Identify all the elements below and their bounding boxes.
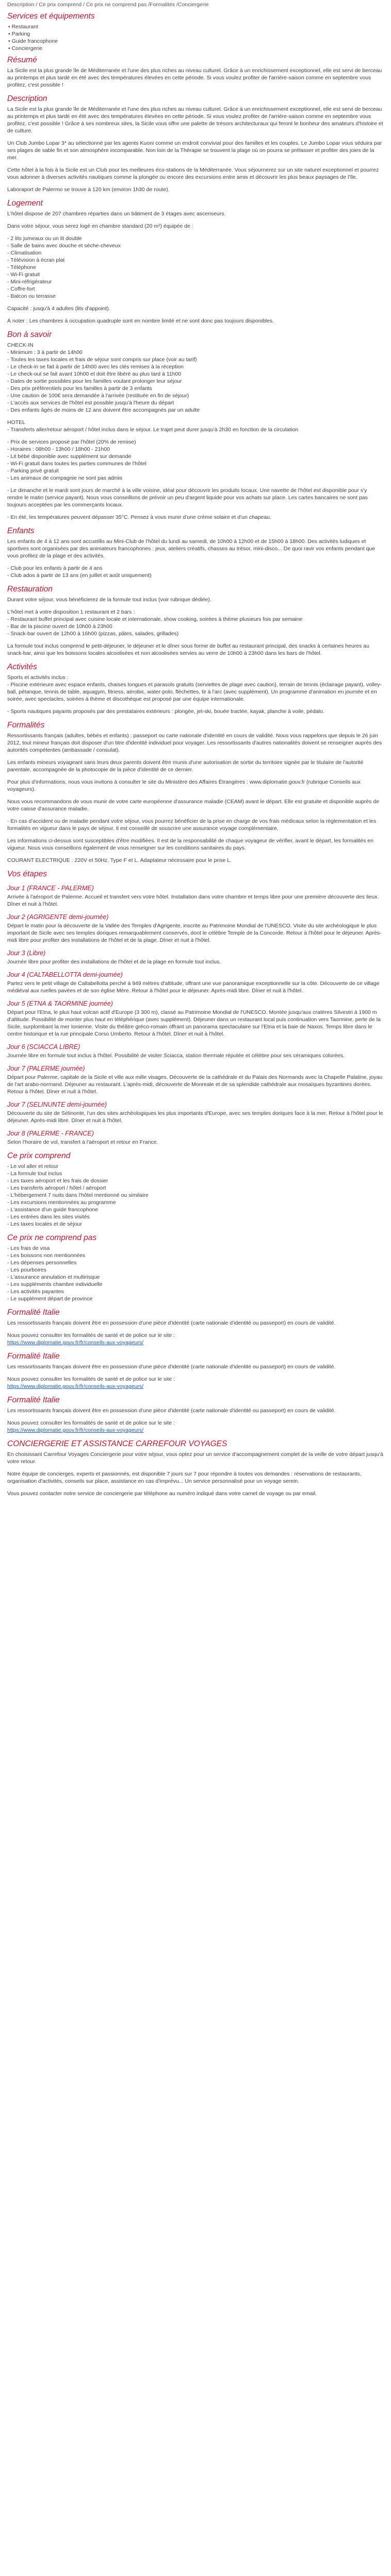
- resume-title: Résumé: [7, 56, 37, 64]
- restauration-title: Restauration: [7, 585, 53, 594]
- hotel-text: - Transferts aller/retour aéroport / hôtel inclus dans le séjour. Le trajet peut durer jusqu'à 2h30 en fonction de la circulation: [7, 427, 299, 433]
- ce-prix-comprend-list: [7, 1163, 384, 1228]
- services-item: • Parking: [7, 30, 384, 38]
- description-paragraph: Cette hôtel à la fois à la Sicile est un Club pour les meilleures éco-stations de la Méditerranée. Vous séjournerez sur un site naturel exceptionnel et pourrez vous adonner à diverses activités nautiques comme la plongée ou encore des excursions entre amis et découvrir les plus beaux paysages de l'île.: [7, 167, 379, 180]
- etape-day: [7, 884, 384, 908]
- comprend-item: - Les transferts aéroport / hôtel / aéroport: [7, 1185, 106, 1191]
- formalites-text: - En cas d'accident ou de maladie pendant votre séjour, vous pourrez bénéficier de la prise en charge de vos frais médicaux selon la réglementation et les formalités en vigueur dans le pays de séjour. Il est conseillé de souscrire une assurance voyage complémentaire.: [7, 818, 377, 832]
- logement-item: - 2 lits jumeaux ou un lit double: [7, 235, 82, 242]
- formalite-block: [7, 1395, 384, 1434]
- hotel-item: - Parking privé gratuit: [7, 468, 59, 474]
- enfants-text: Les enfants de 4 à 12 ans sont accueillis au Mini-Club de l'hôtel du lundi au samedi, de 10h00 à 12h00 et de 15h00 à 18h00. Des activités ludiques et sportives sont organisées par des animateurs francophones : jeux, ateliers créatifs, chasses au trésor, mini-disco... De quoi ravir vos enfants pendant que vous profitez de la plage et des activités.: [7, 538, 376, 559]
- ne-comprend-item: - Le supplément départ de province: [7, 1296, 93, 1302]
- checkin-label: CHECK-IN: [7, 342, 34, 348]
- formalites-title: Formalités: [7, 721, 45, 730]
- ce-prix-ne-comprend-pas-title: Ce prix ne comprend pas: [7, 1233, 97, 1242]
- bon-a-savoir-item: - Dates de sortie possibles pour les familles voulant prolonger leur séjour: [7, 378, 182, 384]
- hotel-item: - Horaires : 08h00 - 13h00 / 18h00 - 21h00: [7, 446, 110, 452]
- logement-equipment-list: [7, 235, 384, 300]
- comprend-item: - Les taxes aéroport et les frais de dossier: [7, 1178, 108, 1184]
- services-item: • Restaurant: [7, 23, 384, 30]
- conciergerie-text: En choisissant Carrefour Voyages Conciergerie pour votre séjour, vous optez pour un service d'accompagnement complet de la veille de votre départ jusqu'à votre retour.: [7, 1451, 383, 1465]
- comprend-item: - Les taxes locales et de séjour: [7, 1221, 82, 1227]
- comprend-item: - Les excursions mentionnées au programme: [7, 1199, 116, 1206]
- description-paragraph: La Sicile est la plus grande île de Méditerranée et l'une des plus riches au niveau culturel. Grâce à un enrichissement exceptionnel, elle est servi de berceau au printemps et plus tardé en été avec des températures élevées en cette période. Si vous voulez profiter de l'arrière-saison comme en septembre vous profitez, c'est possible ! Grâce à ses nombreux sites, la Sicile vous offre une palette de trésors architecturaux qui feront le bonheur des amateurs d'histoire et de culture.: [7, 106, 383, 134]
- logement-note: À noter : Les chambres à occupation quadruple sont en nombre limité et ne sont donc pas toujours disponibles.: [7, 318, 274, 324]
- restauration-item: - Snack-bar ouvert de 12h00 à 16h00 (pizzas, pâtes, salades, grillades): [7, 631, 179, 637]
- restauration-text: La formule tout inclus comprend le petit-déjeuner, le déjeuner et le dîner sous forme de buffet au restaurant principal, des snacks à certaines heures au snack-bar, ainsi que les boissons locales alcoolisées et non alcoolisées servies au verre de 10h00 à 23h00 dans les bars de l'hôtel.: [7, 643, 369, 656]
- formalite-italie-text2: Nous pouvez consulter les formalités de santé et de police sur le site :: [7, 1420, 175, 1426]
- services-list: [7, 23, 384, 52]
- ne-comprend-item: - L'assurance annulation et multirisque: [7, 1274, 100, 1280]
- etape-day-label: Jour 8 (PALERME - FRANCE): [7, 1130, 94, 1137]
- ce-prix-comprend-title: Ce prix comprend: [7, 1151, 71, 1160]
- bon-a-savoir-item: - Le check-in se fait à partir de 14h00 avec les clés remises à la réception: [7, 364, 184, 370]
- etape-day-text: Arrivée à l'aéroport de Palerme. Accueil et transfert vers votre hôtel. Installation dans votre chambre et temps libre pour une première découverte des lieux. Dîner et nuit à l'hôtel.: [7, 894, 379, 907]
- logement-title: Logement: [7, 199, 43, 208]
- etape-day-label: Jour 3 (Libre): [7, 950, 46, 957]
- formalites-text: Les enfants mineurs voyageant sans leurs deux parents doivent être munis d'une autorisation de sortie du territoire signée par le titulaire de l'autorité parentale, accompagnée de la photocopie de la pièce d'identité de ce dernier.: [7, 759, 364, 773]
- formalite-italie-link[interactable]: https://www.diplomatie.gouv.fr/fr/conseils-aux-voyageurs/: [7, 1427, 144, 1433]
- etape-day-text: Départ le matin pour la découverte de la Vallée des Temples d'Agrigente, inscrite au Patrimoine Mondial de l'UNESCO. Visite du site archéologique le plus important de Sicile avec ses temples doriques remarquablement conservés, dont le célèbre Temple de la Concorde. Retour à l'hôtel pour le déjeuner. Après-midi libre pour profiter des installations de l'hôtel et de la plage. Dîner et nuit à l'hôtel.: [7, 923, 382, 943]
- formalites-text: Pour plus d'informations, nous vous invitons à consulter le site du Ministère des Affaires Étrangères : www.diplomatie.gouv.fr (rubrique Conseils aux voyageurs).: [7, 779, 361, 792]
- activites-intro: Sports et activités inclus :: [7, 674, 69, 681]
- ne-comprend-item: - Les suppléments chambre individuelle: [7, 1281, 103, 1287]
- comprend-item: - L'hébergement 7 nuits dans l'hôtel mentionné ou similaire: [7, 1192, 149, 1198]
- restauration-list: [7, 616, 384, 637]
- formalites-text: Ressortissants français (adultes, bébés et enfants) : passeport ou carte nationale d'identité en cours de validité. Nous vous rappelons que depuis le 26 juin 2012, tout mineur français doit disposer d'un titre d'identité individuel pour voyager. Les ressortissants d'autres nationalités doivent se renseigner auprès des autorités compétentes (ambassade / consulat).: [7, 733, 382, 753]
- etape-day: [7, 913, 384, 944]
- restauration-item: - Bar de la piscine ouvert de 10h00 à 23h00: [7, 623, 112, 630]
- enfants-list: [7, 565, 384, 579]
- description-paragraph: Laboraport de Palermo se trouve à 120 km (environ 1h30 de route).: [7, 187, 170, 193]
- restauration-item: - Restaurant buffet principal avec cuisine locale et internationale, show cooking, soirées à thème plusieurs fois par semaine: [7, 616, 303, 622]
- description-title: Description: [7, 94, 47, 103]
- bon-a-savoir-item: - Une caution de 100€ sera demandée à l'arrivée (restituée en fin de séjour): [7, 393, 189, 399]
- services-title: Services et équipements: [7, 12, 95, 21]
- bon-a-savoir-item: - L'accès aux services de l'hôtel est possible jusqu'à l'heure du départ: [7, 400, 174, 406]
- hotel-item: - Wi-Fi gratuit dans toutes les parties communes de l'hôtel: [7, 461, 146, 467]
- activites-text2: - Sports nautiques payants proposés par des prestataires extérieurs : plongée, jet-ski, bouée tractée, kayak, planche à voile, pédalo.: [7, 708, 324, 715]
- ne-comprend-item: - Les activités payantes: [7, 1289, 64, 1295]
- etape-day-label: Jour 4 (CALTABELLOTTA demi-journée): [7, 971, 123, 978]
- etape-day: [7, 1064, 384, 1095]
- formalite-italie-text2: Nous pouvez consulter les formalités de santé et de police sur le site :: [7, 1376, 175, 1382]
- ne-comprend-item: - Les dépenses personnelles: [7, 1260, 77, 1266]
- formalite-italie-title: Formalité Italie: [7, 1308, 60, 1317]
- logement-item: - Wi-Fi gratuit: [7, 272, 40, 278]
- logement-intro2: Dans votre séjour, vous serez logé en chambre standard (20 m²) équipée de :: [7, 223, 193, 229]
- etape-day-label: Jour 2 (AGRIGENTE demi-journée): [7, 913, 109, 921]
- logement-item: - Télévision à écran plat: [7, 257, 65, 263]
- ne-comprend-item: - Les frais de visa: [7, 1245, 50, 1251]
- activites-title: Activités: [7, 663, 37, 671]
- enfants-item: - Club pour les enfants à partir de 4 ans: [7, 565, 103, 571]
- formalite-italie-text: Les ressortissants français doivent être en possession d'une pièce d'identité (carte nationale d'identité ou passeport) en cours de validité.: [7, 1320, 336, 1326]
- etape-day-label: Jour 5 (ETNA & TAORMINE journée): [7, 1000, 113, 1007]
- courant-electrique: COURANT ELECTRIQUE : 220V et 50Hz. Type F et L. Adaptateur nécessaire pour le prise L.: [7, 857, 232, 863]
- hotel-text3: - En été, les températures peuvent dépasser 35°C. Pensez à vous munir d'une crème solaire et d'un chapeau.: [7, 514, 271, 520]
- logement-item: - Salle de bains avec douche et sèche-cheveux: [7, 243, 121, 249]
- formalite-italie-text: Les ressortissants français doivent être en possession d'une pièce d'identité (carte nationale d'identité ou passeport) en cours de validité.: [7, 1364, 336, 1370]
- etape-day-text: Selon l'horaire de vol, transfert à l'aéroport et retour en France.: [7, 1139, 158, 1145]
- bon-a-savoir-item: - Toutes les taxes locales et frais de séjour sont compris sur place (voir au tarif): [7, 357, 197, 363]
- etape-day-text: Journée libre pour profiter des installations de l'hôtel et de la plage en formule tout inclus.: [7, 959, 221, 965]
- formalite-italie-text2: Nous pouvez consulter les formalités de santé et de police sur le site :: [7, 1332, 175, 1338]
- vos-etapes-title: Vos étapes: [7, 870, 47, 878]
- enfants-title: Enfants: [7, 527, 35, 535]
- etape-day-label: Jour 7 (SELINUNTE demi-journée): [7, 1101, 107, 1108]
- formalite-italie-title: Formalité Italie: [7, 1396, 60, 1404]
- hotel-list: [7, 438, 384, 482]
- hotel-item: - Les animaux de compagnie ne sont pas admis: [7, 475, 122, 481]
- formalite-italie-link[interactable]: https://www.diplomatie.gouv.fr/fr/conseils-aux-voyageurs/: [7, 1340, 144, 1346]
- services-item: • Guide francophone: [7, 38, 384, 45]
- etape-day: [7, 999, 384, 1038]
- etape-day: [7, 1043, 384, 1059]
- etape-day: [7, 971, 384, 994]
- top-nav-line: Description / Ce prix comprend / Ce prix ne comprend pas /Formalités /Conciergerie: [7, 2, 209, 8]
- etape-day: [7, 949, 384, 965]
- bon-a-savoir-item: - Minimum : 3 à partir de 14h00: [7, 349, 83, 355]
- restauration-sub: L'hôtel met à votre disposition 1 restaurant et 2 bars :: [7, 609, 135, 615]
- formalite-italie-title: Formalité Italie: [7, 1352, 60, 1361]
- ne-comprend-item: - Les boissons non mentionnées: [7, 1252, 86, 1259]
- conciergerie-title: CONCIERGERIE ET ASSISTANCE CARREFOUR VOYAGES: [7, 1439, 227, 1448]
- comprend-item: - Les entrées dans les sites visités: [7, 1214, 90, 1220]
- logement-capacity: Capacité : jusqu'à 4 adultes (lits d'appoint).: [7, 306, 110, 312]
- etape-day-text: Découverte du site de Sélinonte, l'un des sites archéologiques les plus importants d'Europe, avec ses temples doriques face à la mer. Retour à l'hôtel pour le déjeuner. Après-midi libre. Dîner et nuit à l'hôtel.: [7, 1110, 383, 1124]
- etape-day: [7, 1100, 384, 1124]
- logement-intro: L'hôtel dispose de 207 chambres réparties dans un bâtiment de 3 étages avec ascenseurs.: [7, 211, 226, 217]
- etape-day-text: Partez vers le petit village de Caltabellotta perché à 949 mètres d'altitude, offrant une vue panoramique exceptionnelle sur la côte. Découverte de ce village médiéval aux ruelles pavées et de son église Mère. Retour à l'hôtel pour le déjeuner. Après-midi libre. Dîner et nuit à l'hôtel.: [7, 980, 380, 994]
- formalites-text: Les informations ci-dessus sont susceptibles d'être modifiées. Il est de la responsabilité de chaque voyageur de vérifier, avant le départ, les formalités en vigueur. Nous vous conseillons également de vous renseigner sur les conditions sanitaires du pays.: [7, 838, 373, 851]
- conciergerie-text: Notre équipe de concierges, experts et passionnés, est disponible 7 jours sur 7 pour répondre à toutes vos demandes : réservations de restaurants, organisation d'activités, conseils sur place, assistance en cas d'imprévu... Un service personnalisé pour un voyage serein.: [7, 1471, 362, 1484]
- activites-text: - Piscine extérieure avec espace enfants, chaises longues et parasols gratuits (serviettes de plage avec caution), terrain de tennis (éclairage payant), volley-ball, pétanque, tennis de table, aquagym, fitness, aérobic, water-polo, fléchettes, tir à l'arc (avec supplément). Un programme d'animation en journée et en soirée, avec spectacles, soirées à thème et discothèque est proposé par une équipe internationale.: [7, 682, 382, 702]
- etape-day-text: Journée libre en formule tout inclus à l'hôtel. Possibilité de visiter Sciacca, station thermale réputée et célèbre pour ses céramiques colorées.: [7, 1053, 345, 1059]
- comprend-item: - Le vol aller et retour: [7, 1163, 59, 1170]
- logement-item: - Climatisation: [7, 250, 42, 256]
- etape-day-label: Jour 7 (PALERME journée): [7, 1065, 85, 1072]
- etape-day-label: Jour 6 (SCIACCA LIBRE): [7, 1043, 80, 1050]
- logement-item: - Balcon ou terrasse: [7, 293, 56, 299]
- hotel-text2: - Le dimanche et le mardi sont jours de marché à la ville voisine, idéal pour découvrir les produits locaux. Une navette de l'hôtel est disponible pour s'y rendre le matin (service payant). Nous vous conseillons de prévoir un peu d'argent liquide pour vos achats sur place. Les cartes bancaires ne sont pas toujours acceptées par les commerçants locaux.: [7, 487, 368, 508]
- logement-item: - Coffre-fort: [7, 286, 35, 292]
- bon-a-savoir-list: [7, 349, 384, 414]
- formalite-italie-text: Les ressortissants français doivent être en possession d'une pièce d'identité (carte nationale d'identité ou passeport) en cours de validité.: [7, 1408, 336, 1414]
- resume-text: La Sicile est la plus grande île de Méditerranée et l'une des plus riches au niveau culturel. Grâce à un enrichissement exceptionnel, elle est servi de berceau au printemps et plus tardé en été avec des températures élevées en cette période. Si vous voulez profiter de l'arrière-saison comme en septembre vous profitez, c'est possible !: [7, 67, 382, 88]
- formalites-text: Nous vous recommandons de vous munir de votre carte européenne d'assurance maladie (CEAM) avant le départ. Elle est gratuite et disponible auprès de votre caisse d'assurance maladie.: [7, 799, 380, 812]
- etape-day-text: Départ pour l'Etna, le plus haut volcan actif d'Europe (3 300 m), classé au Patrimoine Mondial de l'UNESCO. Montée jusqu'aux cratères Silvestri à 1900 m d'altitude. Possibilité de monter plus haut en téléphérique (avec supplément). Déjeuner dans un restaurant local puis continuation vers Taormine, perle de la Sicile, surplombant la mer Ionienne. Visite du théâtre gréco-romain offrant un panorama spectaculaire sur l'Etna et la baie de Naxos. Temps libre dans le centre historique et la rue principale Corso Umberto. Retour à l'hôtel. Dîner et nuit à l'hôtel.: [7, 1009, 381, 1037]
- conciergerie-text: Vous pouvez contacter notre service de conciergerie par téléphone au numéro indiqué dans votre carnet de voyage ou par email.: [7, 1490, 317, 1497]
- hotel-item: - Prix de services proposé par l'hôtel (20% de remise): [7, 439, 136, 445]
- comprend-item: - L'assistance d'un guide francophone: [7, 1207, 99, 1213]
- logement-item: - Mini-réfrigérateur: [7, 279, 52, 285]
- hotel-label: HOTEL: [7, 419, 26, 426]
- services-item: • Conciergerie: [7, 45, 384, 52]
- restauration-intro: Durant votre séjour, vous bénéficierez de la formule tout inclus (voir rubrique dédiée).: [7, 597, 211, 603]
- description-paragraph: Un Club Jumbo Lopar 3* au sélectionné par les agents Kuoni comme un endroit convivial pour des familles et les couples. Le Jumbo Lopar vous séduira par ses plages de sable fin et son atmosphère incomparable. Non loin de la Thérapie se trouvent la plage où on pourra se prélasser et profiter des joies de la mer.: [7, 140, 382, 161]
- bon-a-savoir-title: Bon à savoir: [7, 330, 52, 339]
- etape-day-text: Départ pour Palerme, capitale de la Sicile et ville aux mille visages. Découverte de la cathédrale et du Palais des Normands avec la Chapelle Palatine, joyau de l'art arabo-normand. Déjeuner au restaurant. L'après-midi, découverte de Monreale et de sa splendide cathédrale aux mosaïques byzantines dorées. Retour à l'hôtel. Dîner et nuit à l'hôtel.: [7, 1074, 383, 1095]
- enfants-item: - Club ados à partir de 13 ans (en juillet et août uniquement): [7, 572, 152, 579]
- bon-a-savoir-item: - Des prix préférentiels pour les familles à partir de 3 enfants: [7, 385, 152, 392]
- bon-a-savoir-item: - Le check-out se fait avant 10h00 et doit être libéré au plus tard à 11h00: [7, 371, 182, 377]
- comprend-item: - La formule tout inclus: [7, 1171, 62, 1177]
- logement-item: - Téléphone: [7, 264, 36, 270]
- ne-comprend-item: - Les pourboires: [7, 1267, 46, 1273]
- hotel-item: - Lit bébé disponible avec supplément sur demande: [7, 453, 132, 460]
- formalite-block: [7, 1308, 384, 1346]
- etape-day-label: Jour 1 (FRANCE - PALERME): [7, 885, 94, 892]
- etape-day: [7, 1129, 384, 1146]
- formalite-block: [7, 1351, 384, 1390]
- formalite-italie-link[interactable]: https://www.diplomatie.gouv.fr/fr/conseils-aux-voyageurs/: [7, 1383, 144, 1389]
- ce-prix-ne-comprend-pas-list: [7, 1245, 384, 1302]
- bon-a-savoir-item: - Des enfants âgés de moins de 12 ans doivent être accompagnés par un adulte: [7, 407, 200, 413]
